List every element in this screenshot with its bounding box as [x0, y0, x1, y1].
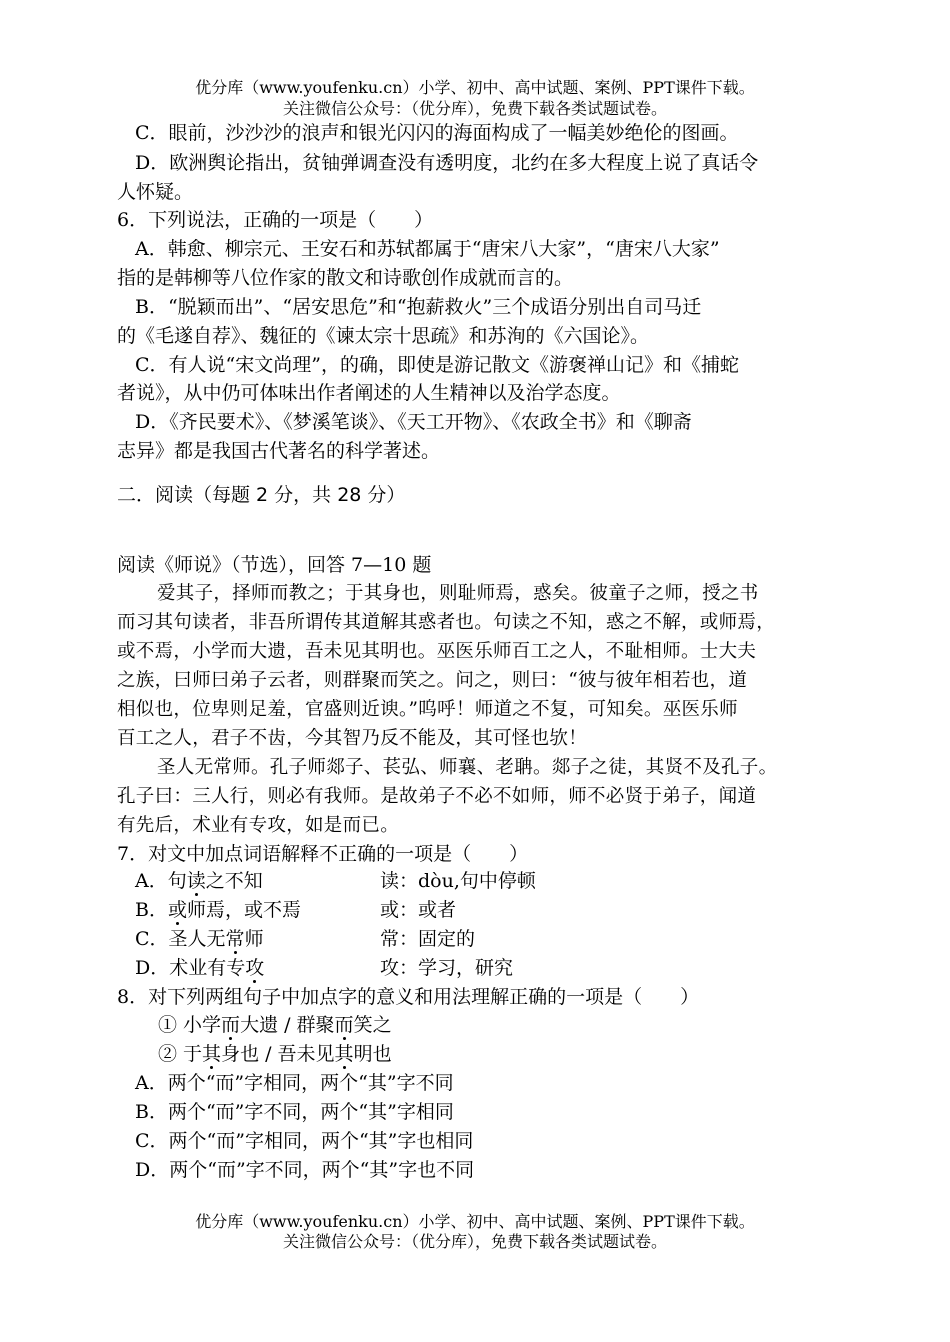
q8-g1-dotted-char-1: 而: [221, 1014, 241, 1036]
q8-stem: 8．对下列两组句子中加点字的意义和用法理解正确的一项是（ ）: [117, 986, 700, 1008]
q8-g2-suffix: 明也: [353, 1043, 392, 1065]
q6-option-a-line2: 指的是韩柳等八位作家的散文和诗歌创作成就而言的。: [117, 267, 574, 289]
q6-stem: 6．下列说法，正确的一项是（ ）: [117, 209, 434, 231]
passage-p1-line4: 之族，曰师曰弟子云者，则群聚而笑之。问之，则曰：“彼与彼年相若也，道: [117, 670, 748, 691]
q6-option-c-line2: 者说》，从中仍可体味出作者阐述的人生精神以及治学态度。: [117, 382, 621, 404]
q7-option-c: [135, 926, 264, 952]
q7-b-dotted-char: 或: [167, 899, 187, 921]
q7-b-explanation: 或：或者: [380, 899, 457, 921]
header-line-2: 关注微信公众号：（优分库），免费下载各类试题试卷。: [282, 99, 667, 118]
q7-d-dotted-char: 攻: [245, 957, 265, 979]
q7-c-explanation: 常：固定的: [380, 928, 476, 950]
passage-p1-line6: 百工之人，君子不齿，今其智乃反不能及，其可怪也欤！: [117, 728, 588, 749]
q8-option-c: C．两个“而”字相同，两个“其”字也相同: [135, 1130, 474, 1152]
q7-b-prefix: B．: [135, 899, 168, 921]
q7-a-explanation: 读：dòu,句中停顿: [380, 870, 536, 892]
q8-g2-dotted-char-1: 其: [202, 1043, 222, 1065]
q7-a-prefix: A．句: [135, 870, 187, 892]
q7-a-dotted-char: 读: [186, 870, 206, 892]
footer-line-2: 关注微信公众号：（优分库），免费下载各类试题试卷。: [282, 1232, 667, 1251]
q7-d-explanation: 攻：学习，研究: [380, 957, 514, 979]
reading-intro: 阅读《师说》（节选），回答 7—10 题: [117, 554, 432, 576]
section-2-title: 二．阅读（每题 2 分，共 28 分）: [117, 484, 406, 506]
q8-option-a: A．两个“而”字相同，两个“其”字不同: [135, 1072, 454, 1094]
q7-c-dotted-char: 常: [225, 928, 245, 950]
q8-group-2: [158, 1041, 392, 1067]
header-line-1: 优分库（www.youfenku.cn）小学、初中、高中试题、案例、PPT课件下载。: [195, 78, 755, 97]
footer-line-1: 优分库（www.youfenku.cn）小学、初中、高中试题、案例、PPT课件下载。: [195, 1212, 755, 1231]
q8-g2-prefix: ② 于: [158, 1043, 203, 1065]
q8-g1-suffix: 笑之: [353, 1014, 392, 1036]
q6-option-d-line1: D．《齐民要术》、《梦溪笔谈》、《天工开物》、《农政全书》和《聊斋: [135, 411, 692, 433]
q8-option-d: D．两个“而”字不同，两个“其”字也不同: [135, 1159, 475, 1181]
q8-g1-dotted-char-2: 而: [334, 1014, 354, 1036]
q8-g2-dotted-char-2: 其: [334, 1043, 354, 1065]
q5-option-d-line2: 人怀疑。: [117, 181, 194, 203]
q7-stem: 7．对文中加点词语解释不正确的一项是（ ）: [117, 843, 529, 865]
q6-option-b-line2: 的《毛遂自荐》、魏征的《谏太宗十思疏》和苏洵的《六国论》。: [117, 325, 650, 347]
q7-a-suffix: 之不知: [205, 870, 263, 892]
q5-option-c: C．眼前，沙沙沙的浪声和银光闪闪的海面构成了一幅美妙绝伦的图画。: [135, 122, 739, 144]
passage-p1-line3: 或不焉，小学而大遗，吾未见其明也。巫医乐师百工之人，不耻相师。士大夫: [117, 641, 757, 662]
q6-option-b-line1: B．“脱颖而出”、“居安思危”和“抱薪救火”三个成语分别出自司马迁: [135, 296, 702, 318]
q7-b-suffix: 师焉，或不焉: [186, 899, 301, 921]
q7-d-prefix: D．术业有专: [135, 957, 246, 979]
q8-option-b: B．两个“而”字不同，两个“其”字相同: [135, 1101, 454, 1123]
passage-p2-line2: 孔子曰：三人行，则必有我师。是故弟子不必不如师，师不必贤于弟子，闻道: [117, 786, 757, 807]
q6-option-a-line1: A．韩愈、柳宗元、王安石和苏轼都属于“唐宋八大家”，“唐宋八大家”: [135, 238, 720, 260]
q7-c-suffix: 师: [244, 928, 264, 950]
passage-p1-line5: 相似也，位卑则足羞，官盛则近谀。”呜呼！师道之不复，可知矣。巫医乐师: [117, 699, 738, 720]
passage-p2-line1: 圣人无常师。孔子师郯子、苌弘、师襄、老聃。郯子之徒，其贤不及孔子。: [157, 757, 778, 778]
passage-p2-line3: 有先后，术业有专攻，如是而已。: [117, 815, 400, 836]
q8-g1-prefix: ① 小学: [158, 1014, 222, 1036]
q7-option-a: [135, 868, 263, 894]
q7-option-d: [135, 955, 264, 981]
q7-c-prefix: C．圣人无: [135, 928, 226, 950]
q6-option-d-line2: 志异》都是我国古代著名的科学著述。: [117, 440, 441, 462]
passage-p1-line2: 而习其句读者，非吾所谓传其道解其惑者也。句读之不知，惑之不解，或师焉，: [117, 612, 776, 633]
q8-group-1: [158, 1012, 392, 1038]
q8-g2-middle: 身也 / 吾未见: [221, 1043, 335, 1065]
q8-g1-middle: 大遗 / 群聚: [240, 1014, 335, 1036]
q5-option-d-line1: D．欧洲舆论指出，贫铀弹调查没有透明度，北约在多大程度上说了真话令: [135, 152, 759, 174]
q7-option-b: [135, 897, 301, 923]
passage-p1-line1: 爱其子，择师而教之；于其身也，则耻师焉，惑矣。彼童子之师，授之书: [157, 583, 759, 604]
q6-option-c-line1: C．有人说“宋文尚理”，的确，即使是游记散文《游褒禅山记》和《捕蛇: [135, 354, 739, 376]
